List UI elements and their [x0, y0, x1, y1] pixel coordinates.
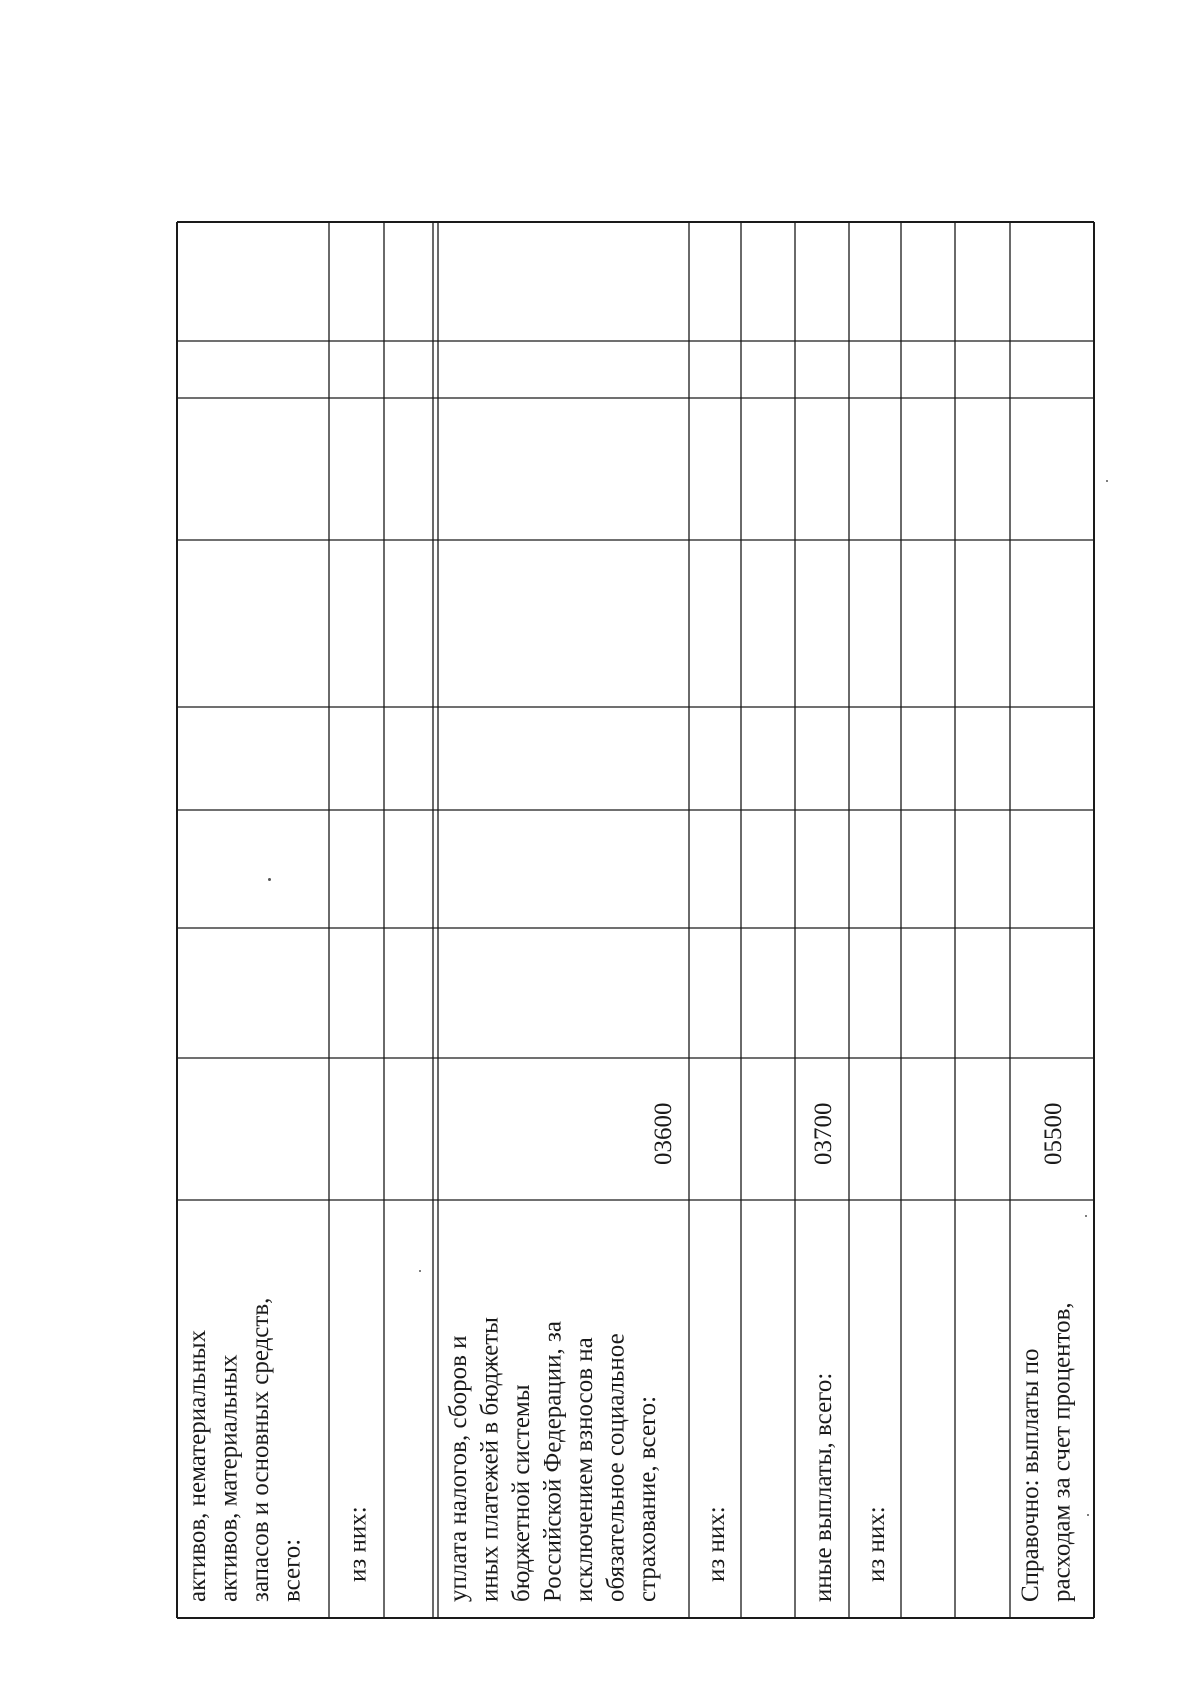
row-label: исключением взносов на	[571, 1337, 598, 1602]
scan-speck	[1106, 480, 1108, 482]
row-label: Справочно: выплаты по	[1017, 1348, 1044, 1602]
row-code: 03600	[650, 1102, 677, 1165]
row-code: 03700	[810, 1102, 837, 1165]
row-label: всего:	[278, 1538, 306, 1602]
row-label: иных платежей в бюджеты	[476, 1317, 504, 1602]
row-label: бюджетной системы	[508, 1384, 535, 1602]
scan-speck	[1085, 1215, 1087, 1217]
row-label: из них:	[703, 1506, 730, 1582]
row-label: из них:	[344, 1506, 372, 1582]
scan-speck	[1087, 1514, 1089, 1516]
row-label: расходам за счет процентов,	[1048, 1302, 1076, 1602]
scan-speck	[268, 878, 271, 881]
row-label: иные выплаты, всего:	[810, 1372, 837, 1602]
row-label: активов, нематериальных	[184, 1330, 211, 1602]
row-label: обязательное социальное	[602, 1333, 630, 1602]
row-label: страхование, всего:	[634, 1395, 661, 1602]
row-label: из них:	[863, 1506, 890, 1582]
row-label: Российской Федерации, за	[539, 1321, 567, 1602]
row-code: 05500	[1040, 1102, 1067, 1165]
row-label: уплата налогов, сборов и	[445, 1335, 472, 1602]
row-label: активов, материальных	[215, 1354, 243, 1602]
row-codes	[650, 1103, 1067, 1166]
scan-speck	[419, 1270, 421, 1272]
row-labels	[184, 1298, 1076, 1602]
row-label: запасов и основных средств,	[247, 1297, 274, 1602]
